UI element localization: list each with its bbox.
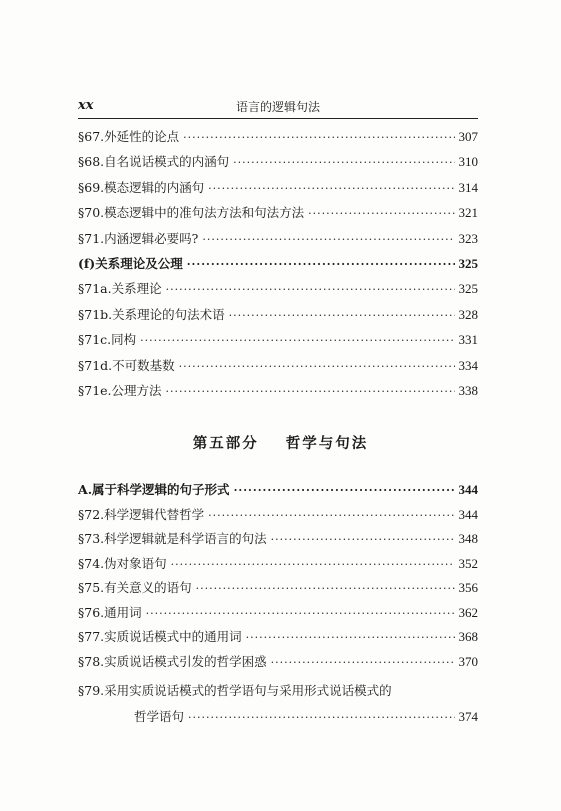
leader-dots [146,603,455,625]
toc-entry [78,651,478,673]
toc-entry-page: 325 [458,281,478,297]
toc-entry-label: 哲学语句 [134,709,185,724]
toc-entry-page: 344 [458,482,478,497]
toc-entry-label: §71c.同构 [78,332,137,348]
toc-entry-label: §71e.公理方法 [78,383,162,398]
toc-entry-page: 328 [458,306,478,322]
toc-entry-label: §72.科学逻辑代替哲学 [78,506,205,522]
toc-entry [78,553,478,575]
toc-entry [78,228,478,250]
toc-entry-page: 356 [458,580,478,595]
leader-dots [140,330,454,352]
toc-entry-label: §68.自名说话模式的内涵句 [78,154,230,170]
toc-entry-page: 331 [458,332,478,348]
part-number: 第五部分 [192,435,259,452]
leader-dots [202,229,454,251]
toc-entry [78,177,478,199]
running-title: 语言的逻辑句法 [235,100,320,114]
toc-entry-page: 374 [458,709,478,724]
toc-entry-79-line1: §79.采用实质说话模式的哲学语句与采用形式说话模式的 [78,683,392,698]
toc-entry [78,355,478,377]
toc-entry-label: (f)关系理论及公理 [78,256,183,271]
toc-entry [78,202,478,224]
toc-entry-label: §71d.不可数基数 [78,357,175,373]
toc-entry-page: 352 [458,555,478,571]
leader-dots [308,203,454,225]
leader-dots [271,652,455,674]
leader-dots [187,254,455,276]
toc-entry-page: 314 [458,179,478,195]
leader-dots [233,152,454,174]
toc-entry-page: 368 [458,629,478,644]
toc-entry-page: 323 [458,230,478,246]
leader-dots [166,381,455,403]
leader-dots [246,627,455,649]
toc-entry [78,329,478,351]
toc-entry [78,380,478,402]
toc-entry-page: 370 [458,653,478,669]
toc-entry-79-line2 [134,706,478,728]
leader-dots [208,178,454,200]
toc-entry-label: §69.模态逻辑的内涵句 [78,179,205,195]
toc-entry-label: §73.科学逻辑就是科学语言的句法 [78,531,267,546]
header-rule [78,118,478,119]
toc-entry-label: §75.有关意义的语句 [78,580,192,595]
leader-dots [183,127,454,149]
toc-entry [78,602,478,624]
leader-dots [171,554,455,576]
leader-dots [188,707,454,729]
leader-dots [271,529,455,551]
toc-entry [78,151,478,173]
toc-entry [78,278,478,300]
toc-entry-label: §70.模态逻辑中的准句法方法和句法方法 [78,205,305,221]
leader-dots [229,305,455,327]
toc-entry-page: 334 [458,357,478,373]
toc-entry-label: §71b.关系理论的句法术语 [78,306,225,322]
toc-entry [78,479,478,501]
toc-entry-label: §76.通用词 [78,604,142,620]
part-heading [0,432,561,453]
toc-entry-page: 321 [458,205,478,221]
toc-entry-label: §77.实质说话模式中的通用词 [78,629,242,644]
leader-dots [234,480,455,502]
toc-entry-page: 307 [458,129,478,144]
toc-entry-page: 338 [458,383,478,398]
toc-entry [78,577,478,599]
toc-entry [78,253,478,275]
toc-entry-label: §67.外延性的论点 [78,129,180,144]
toc-entry [78,504,478,526]
toc-entry-label: §78.实质说话模式引发的哲学困惑 [78,653,267,669]
page-header [78,98,478,118]
toc-entry [78,304,478,326]
toc-entry-page: 310 [458,154,478,170]
toc-entry-label: §71.内涵逻辑必要吗? [78,230,199,246]
leader-dots [208,505,454,527]
toc-entry-label: §71a.关系理论 [78,281,162,297]
toc-entry-page: 362 [458,604,478,620]
leader-dots [179,356,455,378]
toc-entry [78,126,478,148]
toc-entry-page: 348 [458,531,478,546]
toc-entry-page: 325 [458,256,478,271]
leader-dots [166,279,455,301]
toc-entry-label: §74.伪对象语句 [78,555,167,571]
toc-entry [78,528,478,550]
leader-dots [196,578,455,600]
page-number: xx [78,98,94,113]
toc-entry [78,626,478,648]
toc-entry-page: 344 [458,506,478,522]
part-title: 哲学与句法 [285,435,369,452]
toc-entry-label: A.属于科学逻辑的句子形式 [78,482,230,497]
